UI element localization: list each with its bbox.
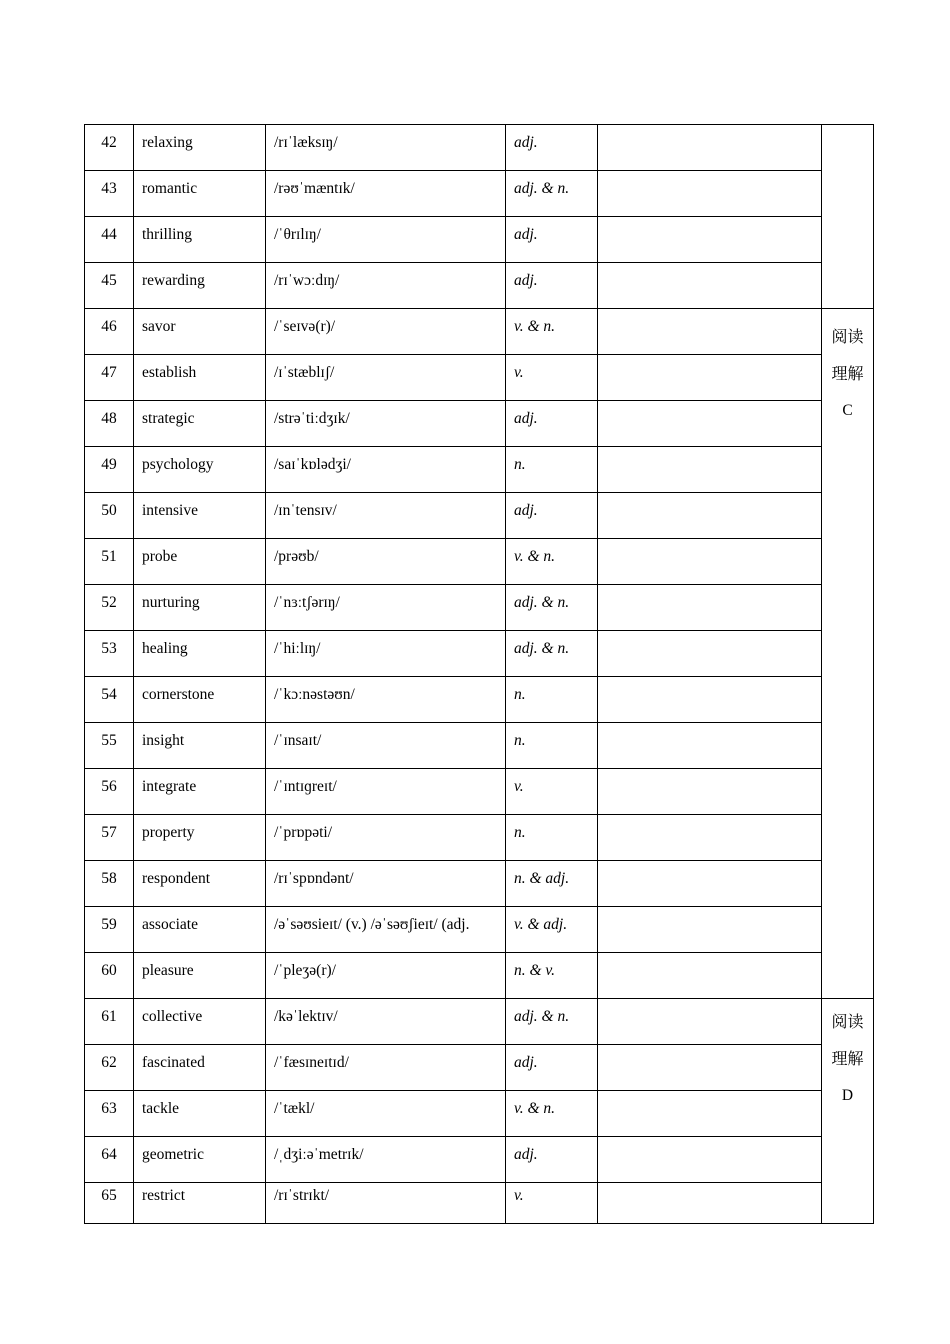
row-number: 53	[85, 631, 134, 677]
part-of-speech-cell: v. & n.	[506, 1091, 598, 1137]
word-cell: collective	[134, 999, 266, 1045]
meaning-cell	[598, 723, 822, 769]
meaning-cell	[598, 539, 822, 585]
row-number: 57	[85, 815, 134, 861]
row-number: 55	[85, 723, 134, 769]
part-of-speech-cell: n.	[506, 677, 598, 723]
table-row	[85, 631, 874, 677]
section-label-text: 阅读	[831, 327, 864, 346]
table-row	[85, 723, 874, 769]
word-cell: fascinated	[134, 1045, 266, 1091]
table-row	[85, 263, 874, 309]
meaning-cell	[598, 309, 822, 355]
phonetic-cell: /ˈnɜːtʃərɪŋ/	[266, 585, 506, 631]
meaning-cell	[598, 493, 822, 539]
part-of-speech-cell: v.	[506, 1183, 598, 1224]
table-row	[85, 953, 874, 999]
word-cell: property	[134, 815, 266, 861]
part-of-speech-cell: adj.	[506, 263, 598, 309]
word-cell: savor	[134, 309, 266, 355]
part-of-speech-cell: v. & n.	[506, 309, 598, 355]
phonetic-cell: /ˌdʒiːəˈmetrɪk/	[266, 1137, 506, 1183]
meaning-cell	[598, 1137, 822, 1183]
table-row	[85, 585, 874, 631]
table-row	[85, 769, 874, 815]
meaning-cell	[598, 217, 822, 263]
row-number: 42	[85, 125, 134, 171]
meaning-cell	[598, 1045, 822, 1091]
meaning-cell	[598, 861, 822, 907]
row-number: 43	[85, 171, 134, 217]
part-of-speech-cell: adj. & n.	[506, 999, 598, 1045]
phonetic-cell: /ˈfæsɪneɪtɪd/	[266, 1045, 506, 1091]
phonetic-cell: /ˈkɔːnəstəʊn/	[266, 677, 506, 723]
row-number: 56	[85, 769, 134, 815]
part-of-speech-cell: n.	[506, 447, 598, 493]
phonetic-cell: /kəˈlektɪv/	[266, 999, 506, 1045]
row-number: 45	[85, 263, 134, 309]
part-of-speech-cell: adj.	[506, 1137, 598, 1183]
meaning-cell	[598, 585, 822, 631]
phonetic-cell: /rɪˈwɔːdɪŋ/	[266, 263, 506, 309]
row-number: 58	[85, 861, 134, 907]
row-number: 59	[85, 907, 134, 953]
meaning-cell	[598, 401, 822, 447]
meaning-cell	[598, 125, 822, 171]
part-of-speech-cell: adj. & n.	[506, 631, 598, 677]
meaning-cell	[598, 815, 822, 861]
phonetic-cell: /rɪˈspɒndənt/	[266, 861, 506, 907]
word-cell: intensive	[134, 493, 266, 539]
table-row	[85, 1183, 874, 1224]
row-number: 54	[85, 677, 134, 723]
word-cell: relaxing	[134, 125, 266, 171]
table-row	[85, 677, 874, 723]
section-label-text: 理解	[831, 1049, 864, 1068]
section-label-c	[822, 309, 874, 999]
phonetic-cell: /ˈtækl/	[266, 1091, 506, 1137]
phonetic-cell: /ɪnˈtensɪv/	[266, 493, 506, 539]
phonetic-cell: /ˈprɒpəti/	[266, 815, 506, 861]
meaning-cell	[598, 447, 822, 493]
table-row	[85, 355, 874, 401]
table-row	[85, 1137, 874, 1183]
table-row	[85, 447, 874, 493]
phonetic-cell: /ˈɪnsaɪt/	[266, 723, 506, 769]
table-row	[85, 861, 874, 907]
word-cell: rewarding	[134, 263, 266, 309]
meaning-cell	[598, 907, 822, 953]
meaning-cell	[598, 999, 822, 1045]
vocabulary-table-body	[85, 125, 874, 1224]
row-number: 49	[85, 447, 134, 493]
row-number: 50	[85, 493, 134, 539]
part-of-speech-cell: adj. & n.	[506, 585, 598, 631]
table-row	[85, 1091, 874, 1137]
part-of-speech-cell: n.	[506, 815, 598, 861]
word-cell: insight	[134, 723, 266, 769]
section-label-text: 理解	[831, 364, 864, 383]
word-cell: pleasure	[134, 953, 266, 999]
row-number: 64	[85, 1137, 134, 1183]
table-row	[85, 401, 874, 447]
section-label-text: 阅读	[831, 1012, 864, 1031]
phonetic-cell: /rəʊˈmæntɪk/	[266, 171, 506, 217]
part-of-speech-cell: adj.	[506, 401, 598, 447]
vocabulary-table	[84, 124, 874, 1224]
table-row	[85, 217, 874, 263]
part-of-speech-cell: v.	[506, 769, 598, 815]
meaning-cell	[598, 631, 822, 677]
meaning-cell	[598, 1091, 822, 1137]
row-number: 44	[85, 217, 134, 263]
row-number: 61	[85, 999, 134, 1045]
part-of-speech-cell: v.	[506, 355, 598, 401]
word-cell: strategic	[134, 401, 266, 447]
part-of-speech-cell: v. & n.	[506, 539, 598, 585]
part-of-speech-cell: adj.	[506, 1045, 598, 1091]
word-cell: establish	[134, 355, 266, 401]
meaning-cell	[598, 953, 822, 999]
phonetic-cell: /əˈsəʊsieɪt/ (v.) /əˈsəʊʃieɪt/ (adj.	[266, 907, 506, 953]
row-number: 63	[85, 1091, 134, 1137]
part-of-speech-cell: n.	[506, 723, 598, 769]
phonetic-cell: /prəʊb/	[266, 539, 506, 585]
table-row	[85, 907, 874, 953]
word-cell: associate	[134, 907, 266, 953]
part-of-speech-cell: n. & v.	[506, 953, 598, 999]
phonetic-cell: /rɪˈstrɪkt/	[266, 1183, 506, 1224]
section-label-d	[822, 999, 874, 1224]
row-number: 46	[85, 309, 134, 355]
phonetic-cell: /ˈpleʒə(r)/	[266, 953, 506, 999]
phonetic-cell: /rɪˈlæksɪŋ/	[266, 125, 506, 171]
part-of-speech-cell: adj. & n.	[506, 171, 598, 217]
row-number: 62	[85, 1045, 134, 1091]
word-cell: romantic	[134, 171, 266, 217]
phonetic-cell: /strəˈtiːdʒɪk/	[266, 401, 506, 447]
section-label-text: D	[841, 1087, 854, 1104]
word-cell: healing	[134, 631, 266, 677]
section-label-text: C	[842, 402, 853, 419]
word-cell: tackle	[134, 1091, 266, 1137]
part-of-speech-cell: adj.	[506, 493, 598, 539]
meaning-cell	[598, 263, 822, 309]
section-label-blank	[822, 125, 874, 309]
table-row	[85, 1045, 874, 1091]
part-of-speech-cell: n. & adj.	[506, 861, 598, 907]
row-number: 60	[85, 953, 134, 999]
part-of-speech-cell: adj.	[506, 125, 598, 171]
row-number: 51	[85, 539, 134, 585]
word-cell: nurturing	[134, 585, 266, 631]
phonetic-cell: /saɪˈkɒlədʒi/	[266, 447, 506, 493]
table-row	[85, 171, 874, 217]
phonetic-cell: /ˈseɪvə(r)/	[266, 309, 506, 355]
part-of-speech-cell: adj.	[506, 217, 598, 263]
word-cell: geometric	[134, 1137, 266, 1183]
phonetic-cell: /ˈθrɪlɪŋ/	[266, 217, 506, 263]
table-row	[85, 815, 874, 861]
word-cell: psychology	[134, 447, 266, 493]
table-row	[85, 125, 874, 171]
word-cell: cornerstone	[134, 677, 266, 723]
row-number: 52	[85, 585, 134, 631]
row-number: 48	[85, 401, 134, 447]
word-cell: thrilling	[134, 217, 266, 263]
meaning-cell	[598, 171, 822, 217]
table-row	[85, 493, 874, 539]
word-cell: restrict	[134, 1183, 266, 1224]
phonetic-cell: /ˈhiːlɪŋ/	[266, 631, 506, 677]
row-number: 65	[85, 1183, 134, 1224]
meaning-cell	[598, 1183, 822, 1224]
word-cell: integrate	[134, 769, 266, 815]
table-row	[85, 539, 874, 585]
word-cell: probe	[134, 539, 266, 585]
part-of-speech-cell: v. & adj.	[506, 907, 598, 953]
phonetic-cell: /ˈɪntɪɡreɪt/	[266, 769, 506, 815]
meaning-cell	[598, 769, 822, 815]
row-number: 47	[85, 355, 134, 401]
word-cell: respondent	[134, 861, 266, 907]
phonetic-cell: /ɪˈstæblɪʃ/	[266, 355, 506, 401]
meaning-cell	[598, 355, 822, 401]
table-row	[85, 309, 874, 355]
table-row	[85, 999, 874, 1045]
meaning-cell	[598, 677, 822, 723]
